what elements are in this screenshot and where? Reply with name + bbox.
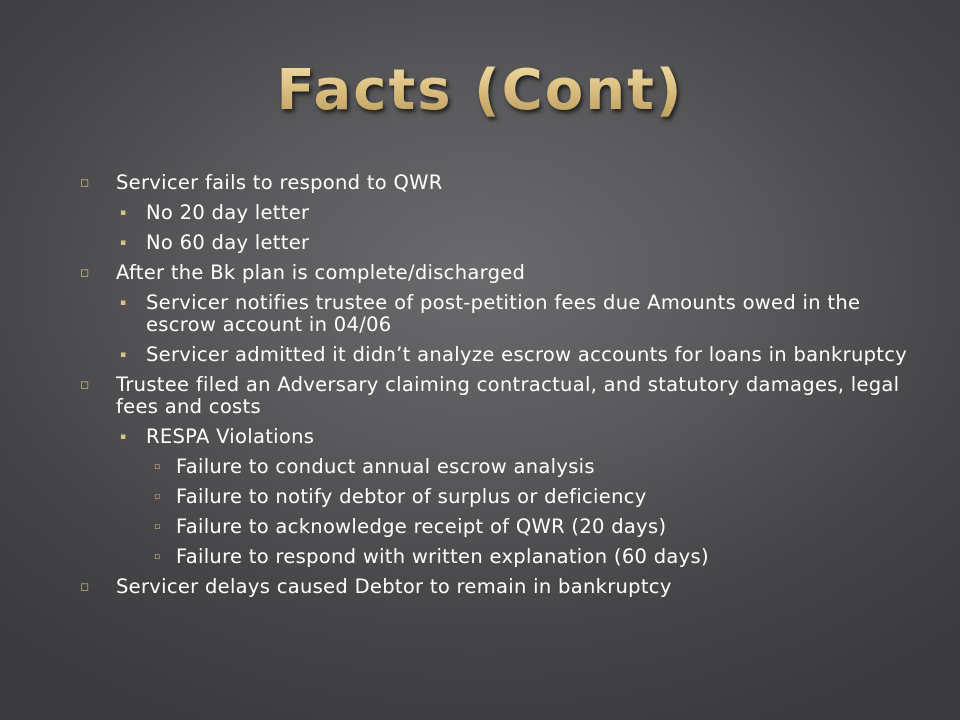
bullet-item: [80, 292, 910, 336]
bullet-text: No 20 day letter: [146, 201, 310, 224]
small-square-bullet-icon: ▪: [120, 298, 127, 308]
bullet-text: Servicer fails to respond to QWR: [116, 171, 443, 194]
bullet-item: [80, 172, 910, 194]
square-bullet-icon: ◻: [80, 176, 90, 189]
bullet-item: [80, 344, 910, 366]
bullet-item: [80, 486, 910, 508]
bullet-list: [80, 172, 910, 606]
bullet-item: [80, 546, 910, 568]
bullet-text: No 60 day letter: [146, 231, 310, 254]
bullet-text: Failure to respond with written explanation (60 days): [176, 545, 709, 568]
bullet-item: [80, 262, 910, 284]
bullet-text: After the Bk plan is complete/discharged: [116, 261, 526, 284]
hollow-square-bullet-icon: ▫: [154, 522, 161, 532]
slide-title: Facts (Cont): [0, 58, 960, 123]
square-bullet-icon: ◻: [80, 580, 90, 593]
bullet-text: Servicer delays caused Debtor to remain in bankruptcy: [116, 575, 672, 598]
small-square-bullet-icon: ▪: [120, 208, 127, 218]
bullet-text: Trustee filed an Adversary claiming contractual, and statutory damages, legal fees and costs: [116, 373, 900, 418]
bullet-item: [80, 576, 910, 598]
hollow-square-bullet-icon: ▫: [154, 462, 161, 472]
bullet-text: Failure to acknowledge receipt of QWR (20 days): [176, 515, 667, 538]
bullet-item: [80, 456, 910, 478]
small-square-bullet-icon: ▪: [120, 432, 127, 442]
bullet-text: Servicer admitted it didn’t analyze escrow accounts for loans in bankruptcy: [146, 343, 908, 366]
small-square-bullet-icon: ▪: [120, 350, 127, 360]
bullet-text: Failure to notify debtor of surplus or deficiency: [176, 485, 647, 508]
small-square-bullet-icon: ▪: [120, 238, 127, 248]
bullet-text: RESPA Violations: [146, 425, 315, 448]
square-bullet-icon: ◻: [80, 266, 90, 279]
bullet-item: [80, 202, 910, 224]
bullet-text: Servicer notifies trustee of post-petition fees due Amounts owed in the escrow account in 04/06: [146, 291, 861, 336]
bullet-text: Failure to conduct annual escrow analysis: [176, 455, 595, 478]
hollow-square-bullet-icon: ▫: [154, 492, 161, 502]
bullet-item: [80, 516, 910, 538]
bullet-item: [80, 426, 910, 448]
bullet-item: [80, 374, 910, 418]
square-bullet-icon: ◻: [80, 378, 90, 391]
hollow-square-bullet-icon: ▫: [154, 552, 161, 562]
bullet-item: [80, 232, 910, 254]
